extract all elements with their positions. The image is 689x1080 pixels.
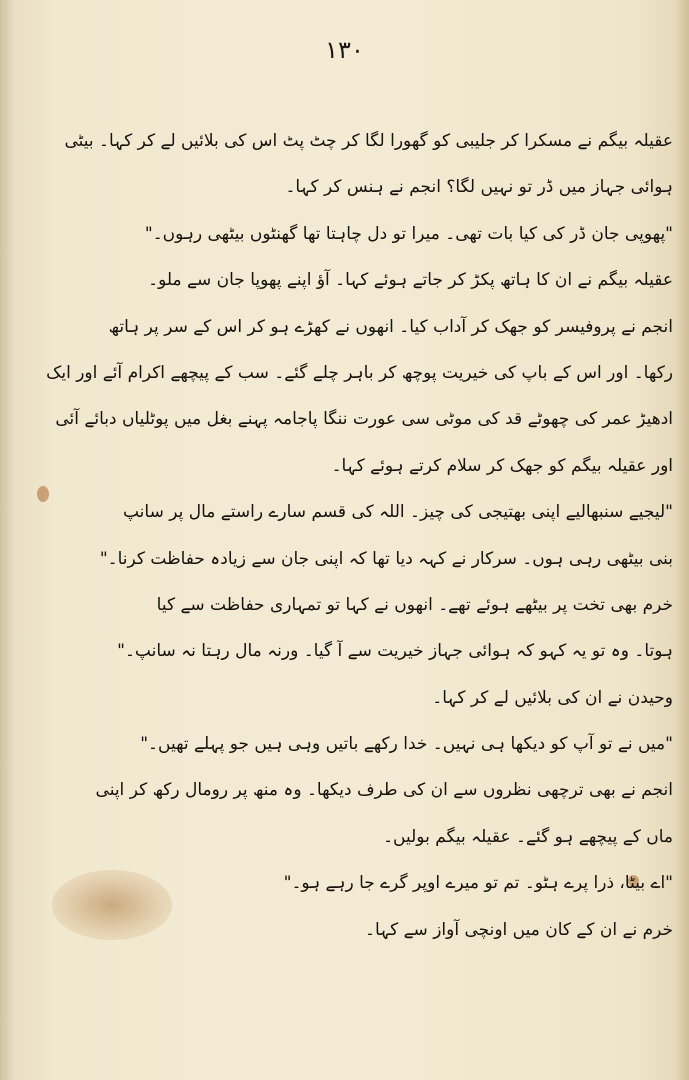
text-line: ہوتا۔ وہ تو یہ کہو کہ ہوائی جہاز خیریت سے آ گیا۔ ورنہ مال رہتا نہ سانپ۔" <box>117 641 673 662</box>
right-edge-shadow <box>675 0 689 1080</box>
text-line: اور عقیلہ بیگم کو جھک کر سلام کرتے ہوئے کہا۔ <box>331 455 673 476</box>
text-line: ماں کے پیچھے ہو گئے۔ عقیلہ بیگم بولیں۔ <box>383 826 673 847</box>
text-line: "اے بیٹا، ذرا پرے ہٹو۔ تم تو میرے اوپر گرے جا رہے ہو۔" <box>283 873 673 894</box>
text-line: بنی بیٹھی رہی ہوں۔ سرکار نے کہہ دیا تھا کہ اپنی جان سے زیادہ حفاظت کرنا۔" <box>99 548 673 569</box>
body-text <box>20 118 673 953</box>
text-line: "پھوپی جان ڈر کی کیا بات تھی۔ میرا تو دل چاہتا تھا گھنٹوں بیٹھی رہوں۔" <box>144 223 673 244</box>
text-line: رکھا۔ اور اس کے باپ کی خیریت پوچھ کر باہر چلے گئے۔ سب کے پیچھے اکرام آئے اور ایک <box>46 362 673 383</box>
text-line: "میں نے تو آپ کو دیکھا ہی نہیں۔ خدا رکھے باتیں وہی ہیں جو پہلے تھیں۔" <box>140 734 673 755</box>
text-line: خرم بھی تخت پر بیٹھے ہوئے تھے۔ انھوں نے کہا تو تمہاری حفاظت سے کیا <box>156 594 673 615</box>
text-line: انجم نے بھی ترچھی نظروں سے ان کی طرف دیکھا۔ وہ منھ پر رومال رکھ کر اپنی <box>95 780 673 801</box>
page-number: ۱۳۰ <box>325 36 364 64</box>
text-line: خرم نے ان کے کان میں اونچی آواز سے کہا۔ <box>364 919 673 940</box>
text-line: ادھیڑ عمر کی چھوٹے قد کی موٹی سی عورت ننگا پاجامہ پہنے بغل میں پوٹلیاں دبائے آئی <box>55 409 673 430</box>
text-line: عقیلہ بیگم نے ان کا ہاتھ پکڑ کر جاتے ہوئے کہا۔ آؤ اپنے پھوپا جان سے ملو۔ <box>148 270 673 291</box>
text-line: "لیجیے سنبھالیے اپنی بھتیجی کی چیز۔ اللہ کی قسم سارے راستے مال پر سانپ <box>122 502 673 523</box>
text-line: ہوائی جہاز میں ڈر تو نہیں لگا؟ انجم نے ہنس کر کہا۔ <box>285 177 673 198</box>
text-line: عقیلہ بیگم نے مسکرا کر جلیبی کو گھورا لگا کر چٹ پٹ اس کی بلائیں لے کر کہا۔ بیٹی <box>64 131 673 151</box>
text-line: وحیدن نے ان کی بلائیں لے کر کہا۔ <box>432 687 673 708</box>
text-line: انجم نے پروفیسر کو جھک کر آداب کیا۔ انھوں نے کھڑے ہو کر اس کے سر پر ہاتھ <box>108 316 673 337</box>
left-edge-shadow <box>0 0 14 1080</box>
